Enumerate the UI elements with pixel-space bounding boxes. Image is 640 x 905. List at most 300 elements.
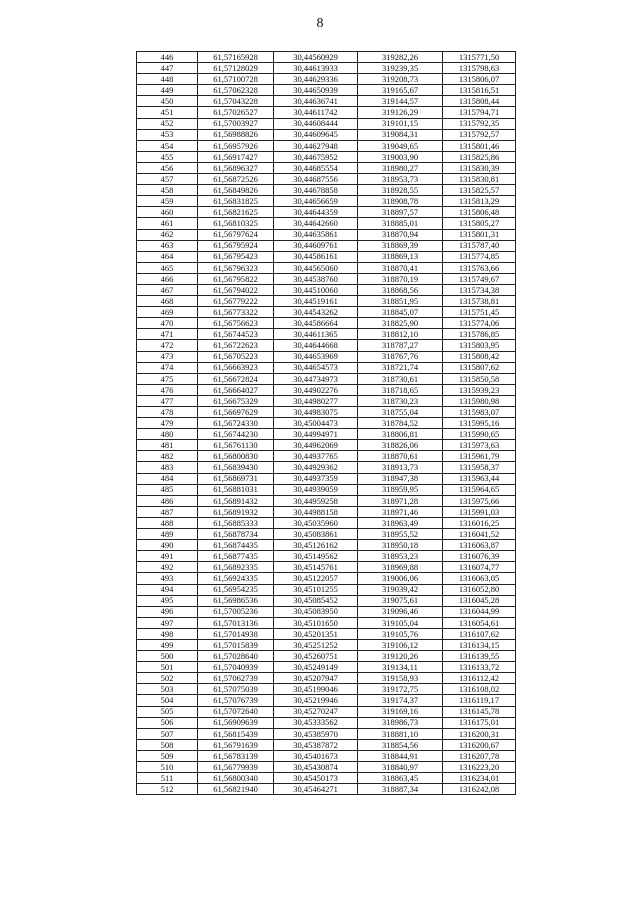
point-number-cell: 498 [137,628,198,639]
x-coordinate-cell: 318784,52 [358,418,443,429]
y-coordinate-cell: 1315771,50 [443,52,516,63]
x-coordinate-cell: 318955,52 [358,529,443,540]
x-coordinate-cell: 319105,04 [358,617,443,628]
latitude-cell: 61,56815439 [198,728,274,739]
point-number-cell: 477 [137,395,198,406]
table-row [137,373,516,384]
point-number-cell: 473 [137,351,198,362]
y-coordinate-cell: 1316076,39 [443,551,516,562]
longitude-cell: 30,45385970 [274,728,358,739]
point-number-cell: 489 [137,529,198,540]
x-coordinate-cell: 319106,12 [358,639,443,650]
table-row [137,329,516,340]
latitude-cell: 61,56800830 [198,451,274,462]
table-row [137,628,516,639]
x-coordinate-cell: 318826,06 [358,440,443,451]
x-coordinate-cell: 318950,18 [358,540,443,551]
point-number-cell: 452 [137,118,198,129]
x-coordinate-cell: 318885,01 [358,218,443,229]
x-coordinate-cell: 318897,57 [358,207,443,218]
latitude-cell: 61,56810325 [198,218,274,229]
latitude-cell: 61,57128029 [198,63,274,74]
latitude-cell: 61,56877435 [198,551,274,562]
latitude-cell: 61,57015839 [198,639,274,650]
latitude-cell: 61,56761130 [198,440,274,451]
x-coordinate-cell: 318928,55 [358,185,443,196]
x-coordinate-cell: 318870,19 [358,273,443,284]
table-row [137,207,516,218]
point-number-cell: 512 [137,784,198,795]
longitude-cell: 30,44538760 [274,273,358,284]
point-number-cell: 508 [137,739,198,750]
y-coordinate-cell: 1315830,39 [443,162,516,173]
table-row [137,584,516,595]
point-number-cell: 456 [137,162,198,173]
latitude-cell: 61,57043228 [198,96,274,107]
table-row [137,562,516,573]
point-number-cell: 470 [137,318,198,329]
table-row [137,639,516,650]
y-coordinate-cell: 1315734,38 [443,284,516,295]
latitude-cell: 61,57005236 [198,606,274,617]
x-coordinate-cell: 318806,81 [358,429,443,440]
latitude-cell: 61,56797624 [198,229,274,240]
table-row [137,773,516,784]
y-coordinate-cell: 1315738,81 [443,296,516,307]
latitude-cell: 61,56986536 [198,595,274,606]
longitude-cell: 30,45260751 [274,651,358,662]
latitude-cell: 61,56791639 [198,739,274,750]
y-coordinate-cell: 1315990,65 [443,429,516,440]
table-row [137,140,516,151]
x-coordinate-cell: 319049,65 [358,140,443,151]
x-coordinate-cell: 319172,75 [358,684,443,695]
longitude-cell: 30,45207947 [274,673,358,684]
table-row [137,129,516,140]
latitude-cell: 61,56756623 [198,318,274,329]
point-number-cell: 458 [137,185,198,196]
longitude-cell: 30,45126162 [274,540,358,551]
latitude-cell: 61,57062328 [198,85,274,96]
table-row [137,418,516,429]
x-coordinate-cell: 318908,78 [358,196,443,207]
table-row [137,273,516,284]
longitude-cell: 30,44687556 [274,174,358,185]
x-coordinate-cell: 318870,61 [358,451,443,462]
latitude-cell: 61,56869731 [198,473,274,484]
point-number-cell: 459 [137,196,198,207]
longitude-cell: 30,44565060 [274,262,358,273]
x-coordinate-cell: 318787,27 [358,340,443,351]
x-coordinate-cell: 318845,07 [358,307,443,318]
y-coordinate-cell: 1315806,07 [443,74,516,85]
table-row [137,684,516,695]
table-row [137,162,516,173]
longitude-cell: 30,44560929 [274,52,358,63]
longitude-cell: 30,44929362 [274,462,358,473]
latitude-cell: 61,56705223 [198,351,274,362]
table-row [137,362,516,373]
x-coordinate-cell: 318730,61 [358,373,443,384]
longitude-cell: 30,45083950 [274,606,358,617]
latitude-cell: 61,56672824 [198,373,274,384]
y-coordinate-cell: 1315808,44 [443,96,516,107]
x-coordinate-cell: 318854,56 [358,739,443,750]
x-coordinate-cell: 318863,45 [358,773,443,784]
longitude-cell: 30,44611742 [274,107,358,118]
x-coordinate-cell: 319165,67 [358,85,443,96]
point-number-cell: 507 [137,728,198,739]
point-number-cell: 485 [137,484,198,495]
longitude-cell: 30,45101650 [274,617,358,628]
y-coordinate-cell: 1316112,42 [443,673,516,684]
point-number-cell: 450 [137,96,198,107]
longitude-cell: 30,45083861 [274,529,358,540]
y-coordinate-cell: 1315830,81 [443,174,516,185]
latitude-cell: 61,56821625 [198,207,274,218]
y-coordinate-cell: 1316108,02 [443,684,516,695]
latitude-cell: 61,56954235 [198,584,274,595]
latitude-cell: 61,57076739 [198,695,274,706]
y-coordinate-cell: 1315975,66 [443,495,516,506]
y-coordinate-cell: 1315763,66 [443,262,516,273]
table-row [137,662,516,673]
y-coordinate-cell: 1316063,87 [443,540,516,551]
x-coordinate-cell: 318971,28 [358,495,443,506]
x-coordinate-cell: 318840,97 [358,762,443,773]
latitude-cell: 61,57028640 [198,651,274,662]
y-coordinate-cell: 1315786,85 [443,329,516,340]
longitude-cell: 30,44644668 [274,340,358,351]
longitude-cell: 30,44543262 [274,307,358,318]
latitude-cell: 61,56839430 [198,462,274,473]
x-coordinate-cell: 319208,73 [358,74,443,85]
longitude-cell: 30,44608444 [274,118,358,129]
longitude-cell: 30,44685554 [274,162,358,173]
x-coordinate-cell: 318947,38 [358,473,443,484]
latitude-cell: 61,57014938 [198,628,274,639]
latitude-cell: 61,56779222 [198,296,274,307]
longitude-cell: 30,44653969 [274,351,358,362]
y-coordinate-cell: 1315807,62 [443,362,516,373]
x-coordinate-cell: 319006,06 [358,573,443,584]
y-coordinate-cell: 1315808,42 [443,351,516,362]
table-row [137,517,516,528]
longitude-cell: 30,45401673 [274,750,358,761]
table-row [137,229,516,240]
table-row [137,351,516,362]
latitude-cell: 61,57062739 [198,673,274,684]
latitude-cell: 61,56795822 [198,273,274,284]
y-coordinate-cell: 1315801,46 [443,140,516,151]
y-coordinate-cell: 1315958,37 [443,462,516,473]
table-row [137,196,516,207]
latitude-cell: 61,56831825 [198,196,274,207]
x-coordinate-cell: 319105,76 [358,628,443,639]
latitude-cell: 61,56917427 [198,151,274,162]
x-coordinate-cell: 318887,34 [358,784,443,795]
longitude-cell: 30,45249149 [274,662,358,673]
point-number-cell: 505 [137,706,198,717]
y-coordinate-cell: 1316052,80 [443,584,516,595]
table-row [137,506,516,517]
table-row [137,651,516,662]
y-coordinate-cell: 1316063,05 [443,573,516,584]
longitude-cell: 30,44983075 [274,407,358,418]
latitude-cell: 61,56892335 [198,562,274,573]
longitude-cell: 30,44586161 [274,251,358,262]
x-coordinate-cell: 318969,88 [358,562,443,573]
x-coordinate-cell: 318721,74 [358,362,443,373]
latitude-cell: 61,57072640 [198,706,274,717]
longitude-cell: 30,44586664 [274,318,358,329]
point-number-cell: 446 [137,52,198,63]
latitude-cell: 61,57165928 [198,52,274,63]
table-row [137,240,516,251]
longitude-cell: 30,45430874 [274,762,358,773]
table-row [137,85,516,96]
longitude-cell: 30,44937359 [274,473,358,484]
y-coordinate-cell: 1315980,98 [443,395,516,406]
point-number-cell: 503 [137,684,198,695]
y-coordinate-cell: 1316054,61 [443,617,516,628]
latitude-cell: 61,57075039 [198,684,274,695]
latitude-cell: 61,57013136 [198,617,274,628]
y-coordinate-cell: 1316200,67 [443,739,516,750]
y-coordinate-cell: 1315825,57 [443,185,516,196]
latitude-cell: 61,56924335 [198,573,274,584]
table-row [137,318,516,329]
table-row [137,473,516,484]
y-coordinate-cell: 1315749,67 [443,273,516,284]
y-coordinate-cell: 1315774,85 [443,251,516,262]
y-coordinate-cell: 1316200,31 [443,728,516,739]
latitude-cell: 61,56779939 [198,762,274,773]
table-row [137,495,516,506]
latitude-cell: 61,56849826 [198,185,274,196]
y-coordinate-cell: 1315751,45 [443,307,516,318]
table-row [137,573,516,584]
point-number-cell: 457 [137,174,198,185]
longitude-cell: 30,44629336 [274,74,358,85]
table-body [137,52,516,795]
y-coordinate-cell: 1315983,07 [443,407,516,418]
x-coordinate-cell: 318767,76 [358,351,443,362]
longitude-cell: 30,45450173 [274,773,358,784]
x-coordinate-cell: 319239,35 [358,63,443,74]
table-row [137,174,516,185]
latitude-cell: 61,56891432 [198,495,274,506]
y-coordinate-cell: 1315798,63 [443,63,516,74]
point-number-cell: 468 [137,296,198,307]
longitude-cell: 30,44675952 [274,151,358,162]
longitude-cell: 30,45333562 [274,717,358,728]
table-row [137,284,516,295]
table-row [137,706,516,717]
point-number-cell: 490 [137,540,198,551]
x-coordinate-cell: 318881,10 [358,728,443,739]
point-number-cell: 447 [137,63,198,74]
y-coordinate-cell: 1316145,78 [443,706,516,717]
point-number-cell: 472 [137,340,198,351]
table-row [137,407,516,418]
latitude-cell: 61,57026527 [198,107,274,118]
x-coordinate-cell: 319169,16 [358,706,443,717]
table-row [137,750,516,761]
table-row [137,151,516,162]
latitude-cell: 61,56795924 [198,240,274,251]
point-number-cell: 486 [137,495,198,506]
x-coordinate-cell: 319282,26 [358,52,443,63]
longitude-cell: 30,45145761 [274,562,358,573]
point-number-cell: 469 [137,307,198,318]
longitude-cell: 30,44654573 [274,362,358,373]
x-coordinate-cell: 319134,11 [358,662,443,673]
latitude-cell: 61,56891932 [198,506,274,517]
y-coordinate-cell: 1316119,17 [443,695,516,706]
longitude-cell: 30,44609645 [274,129,358,140]
table-row [137,52,516,63]
x-coordinate-cell: 319075,61 [358,595,443,606]
table-row [137,484,516,495]
y-coordinate-cell: 1316207,78 [443,750,516,761]
point-number-cell: 453 [137,129,198,140]
point-number-cell: 478 [137,407,198,418]
table-row [137,96,516,107]
latitude-cell: 61,56773322 [198,307,274,318]
point-number-cell: 494 [137,584,198,595]
table-row [137,74,516,85]
point-number-cell: 509 [137,750,198,761]
point-number-cell: 491 [137,551,198,562]
y-coordinate-cell: 1315850,58 [443,373,516,384]
longitude-cell: 30,44988158 [274,506,358,517]
latitude-cell: 61,56794022 [198,284,274,295]
longitude-cell: 30,45101255 [274,584,358,595]
longitude-cell: 30,45270247 [274,706,358,717]
longitude-cell: 30,44613933 [274,63,358,74]
x-coordinate-cell: 318870,41 [358,262,443,273]
latitude-cell: 61,56821940 [198,784,274,795]
x-coordinate-cell: 318730,23 [358,395,443,406]
x-coordinate-cell: 319126,29 [358,107,443,118]
table-row [137,296,516,307]
x-coordinate-cell: 319039,42 [358,584,443,595]
point-number-cell: 449 [137,85,198,96]
point-number-cell: 492 [137,562,198,573]
longitude-cell: 30,44994971 [274,429,358,440]
x-coordinate-cell: 318913,73 [358,462,443,473]
longitude-cell: 30,44627948 [274,140,358,151]
longitude-cell: 30,44611365 [274,329,358,340]
y-coordinate-cell: 1316133,72 [443,662,516,673]
longitude-cell: 30,45035960 [274,517,358,528]
point-number-cell: 500 [137,651,198,662]
longitude-cell: 30,44959258 [274,495,358,506]
y-coordinate-cell: 1315961,79 [443,451,516,462]
y-coordinate-cell: 1315801,31 [443,229,516,240]
longitude-cell: 30,44937765 [274,451,358,462]
latitude-cell: 61,56796323 [198,262,274,273]
y-coordinate-cell: 1315792,35 [443,118,516,129]
x-coordinate-cell: 318812,10 [358,329,443,340]
point-number-cell: 497 [137,617,198,628]
x-coordinate-cell: 318959,95 [358,484,443,495]
longitude-cell: 30,45199046 [274,684,358,695]
latitude-cell: 61,56664027 [198,384,274,395]
page-number: 8 [316,16,324,31]
y-coordinate-cell: 1316175,01 [443,717,516,728]
point-number-cell: 454 [137,140,198,151]
longitude-cell: 30,45201351 [274,628,358,639]
point-number-cell: 455 [137,151,198,162]
point-number-cell: 479 [137,418,198,429]
y-coordinate-cell: 1316242,08 [443,784,516,795]
table-row [137,440,516,451]
table-row [137,185,516,196]
table-row [137,529,516,540]
longitude-cell: 30,45004473 [274,418,358,429]
y-coordinate-cell: 1316107,62 [443,628,516,639]
latitude-cell: 61,56722623 [198,340,274,351]
latitude-cell: 61,56881031 [198,484,274,495]
y-coordinate-cell: 1315805,27 [443,218,516,229]
latitude-cell: 61,56783139 [198,750,274,761]
table-row [137,551,516,562]
y-coordinate-cell: 1316016,25 [443,517,516,528]
x-coordinate-cell: 318963,49 [358,517,443,528]
x-coordinate-cell: 318980,27 [358,162,443,173]
point-number-cell: 463 [137,240,198,251]
x-coordinate-cell: 318825,90 [358,318,443,329]
y-coordinate-cell: 1316045,28 [443,595,516,606]
y-coordinate-cell: 1315787,40 [443,240,516,251]
y-coordinate-cell: 1315806,48 [443,207,516,218]
y-coordinate-cell: 1315774,06 [443,318,516,329]
table-row [137,262,516,273]
y-coordinate-cell: 1315991,03 [443,506,516,517]
point-number-cell: 474 [137,362,198,373]
point-number-cell: 506 [137,717,198,728]
y-coordinate-cell: 1315825,86 [443,151,516,162]
longitude-cell: 30,45387872 [274,739,358,750]
point-number-cell: 451 [137,107,198,118]
point-number-cell: 493 [137,573,198,584]
longitude-cell: 30,44656659 [274,196,358,207]
longitude-cell: 30,44939059 [274,484,358,495]
x-coordinate-cell: 318986,73 [358,717,443,728]
y-coordinate-cell: 1315963,44 [443,473,516,484]
latitude-cell: 61,56872526 [198,174,274,185]
longitude-cell: 30,44510060 [274,284,358,295]
table-row [137,251,516,262]
x-coordinate-cell: 319144,57 [358,96,443,107]
table-row [137,384,516,395]
y-coordinate-cell: 1316234,01 [443,773,516,784]
y-coordinate-cell: 1315973,63 [443,440,516,451]
latitude-cell: 61,56874435 [198,540,274,551]
latitude-cell: 61,56697629 [198,407,274,418]
table-row [137,617,516,628]
longitude-cell: 30,44980277 [274,395,358,406]
point-number-cell: 483 [137,462,198,473]
longitude-cell: 30,45464271 [274,784,358,795]
latitude-cell: 61,56724330 [198,418,274,429]
latitude-cell: 61,57100728 [198,74,274,85]
longitude-cell: 30,45251252 [274,639,358,650]
latitude-cell: 61,56909639 [198,717,274,728]
longitude-cell: 30,44902276 [274,384,358,395]
